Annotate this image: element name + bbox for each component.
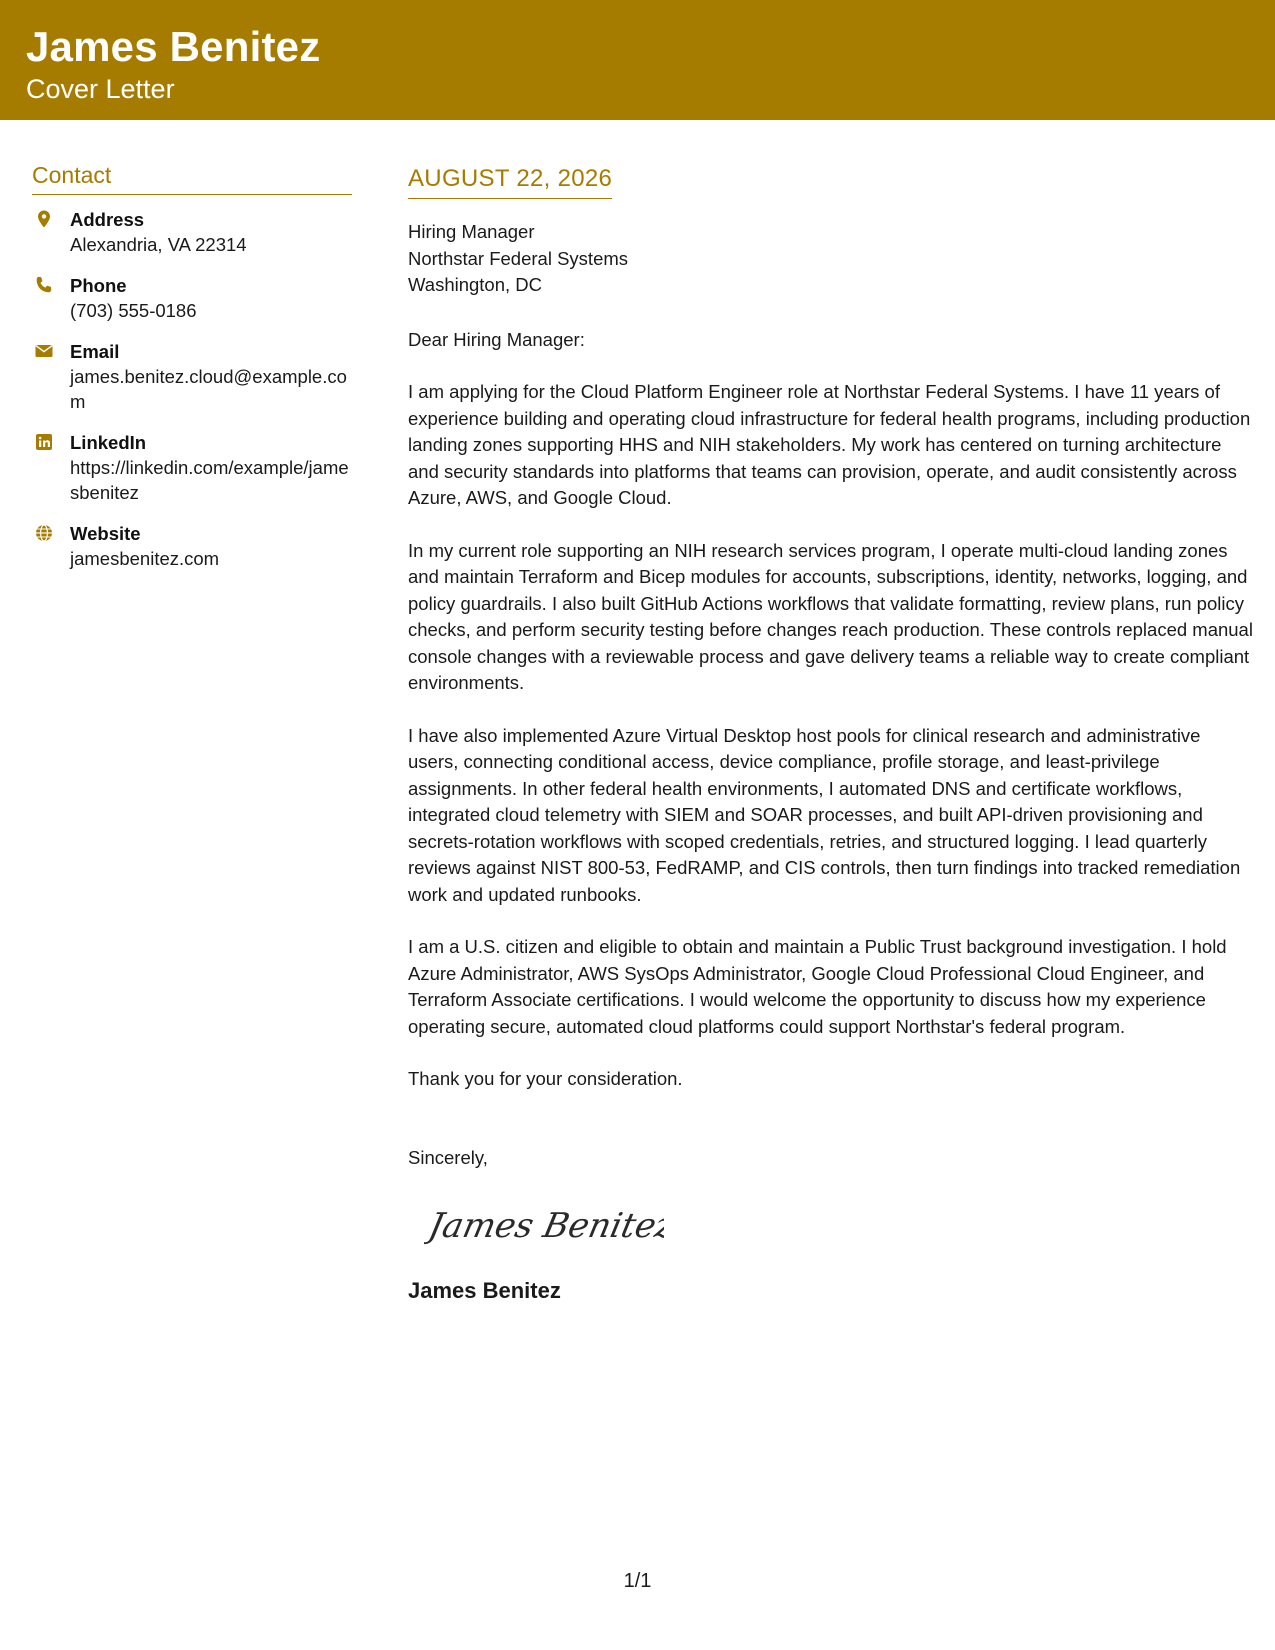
map-pin-icon	[34, 209, 54, 229]
body-paragraph: I am a U.S. citizen and eligible to obtain and maintain a Public Trust background investigation. I hold Azure Administrator, AWS SysOps Administrator, Google Cloud Professional Cloud Engineer, and Terraform Associate certifications. I would welcome the opportunity to discuss how my experience operating secure, automated cloud platforms could support Northstar's federal program.	[408, 936, 1227, 1037]
recipient-title: Hiring Manager	[408, 221, 535, 242]
contact-linkedin	[32, 430, 352, 505]
contact-email	[32, 339, 352, 414]
signoff: Sincerely,	[408, 1146, 488, 1168]
document-subtitle: Cover Letter	[26, 74, 175, 104]
contact-value: james.benitez.cloud@example.com	[70, 366, 347, 412]
contact-label: Website	[70, 523, 141, 544]
contact-value: (703) 555-0186	[70, 300, 197, 321]
body-paragraph: I am applying for the Cloud Platform Engineer role at Northstar Federal Systems. I have 11 years of experience building and operating cloud infrastructure for federal health programs, including production landing zones supporting HHS and NIH stakeholders. My work has centered on turning architecture and security standards into platforms that teams can provision, operate, and audit consistently across Azure, AWS, and Google Cloud.	[408, 381, 1251, 508]
page-header	[0, 0, 1275, 120]
applicant-name: James Benitez	[26, 23, 321, 70]
contact-address	[32, 207, 352, 257]
page-number: 1/1	[623, 1570, 652, 1592]
phone-icon	[34, 275, 54, 295]
contact-phone	[32, 273, 352, 323]
salutation: Dear Hiring Manager:	[408, 328, 585, 350]
globe-icon	[34, 523, 54, 543]
contact-value: Alexandria, VA 22314	[70, 234, 247, 255]
contact-label: LinkedIn	[70, 432, 147, 453]
body-paragraph: In my current role supporting an NIH research services program, I operate multi-cloud landing zones and maintain Terraform and Bicep modules for accounts, subscriptions, identity, networks, logging, and policy guardrails. I also built GitHub Actions workflows that validate formatting, review plans, run policy checks, and perform security testing before changes reach production. These controls replaced manual console changes with a reviewable process and gave delivery teams a reliable way to create compliant environments.	[408, 539, 1253, 693]
envelope-icon	[34, 341, 54, 361]
contact-label: Phone	[70, 275, 127, 296]
svg-text:James Benitez: James Benitez	[425, 1206, 664, 1246]
letter-date: AUGUST 22, 2026	[408, 164, 612, 199]
contact-value: https://linkedin.com/example/jamesbenitez	[70, 457, 349, 503]
letter-body	[408, 164, 1253, 1305]
recipient-block	[408, 219, 1253, 299]
contact-label: Email	[70, 341, 120, 362]
contact-heading: Contact	[32, 160, 352, 195]
body-paragraph: I have also implemented Azure Virtual Desktop host pools for clinical research and administrative users, connecting conditional access, device compliance, profile storage, and least-privilege assignments. In other federal health environments, I automated DNS and certificate workflows, integrated cloud telemetry with SIEM and SOAR processes, and built API-driven provisioning and secrets-rotation workflows with scoped credentials, retries, and structured logging. I lead quarterly reviews against NIST 800-53, FedRAMP, and CIS controls, then turn findings into tracked remediation work and updated runbooks.	[408, 724, 1241, 905]
contact-list	[32, 207, 352, 571]
contact-website	[32, 521, 352, 571]
contact-label: Address	[70, 209, 145, 230]
closing-line: Thank you for your consideration.	[408, 1068, 683, 1089]
recipient-location: Washington, DC	[408, 274, 543, 295]
handwritten-signature	[424, 1195, 664, 1255]
contact-sidebar	[32, 160, 352, 587]
signer-name: James Benitez	[408, 1277, 561, 1303]
contact-value: jamesbenitez.com	[70, 548, 220, 569]
recipient-company: Northstar Federal Systems	[408, 247, 629, 269]
linkedin-icon	[34, 432, 54, 452]
